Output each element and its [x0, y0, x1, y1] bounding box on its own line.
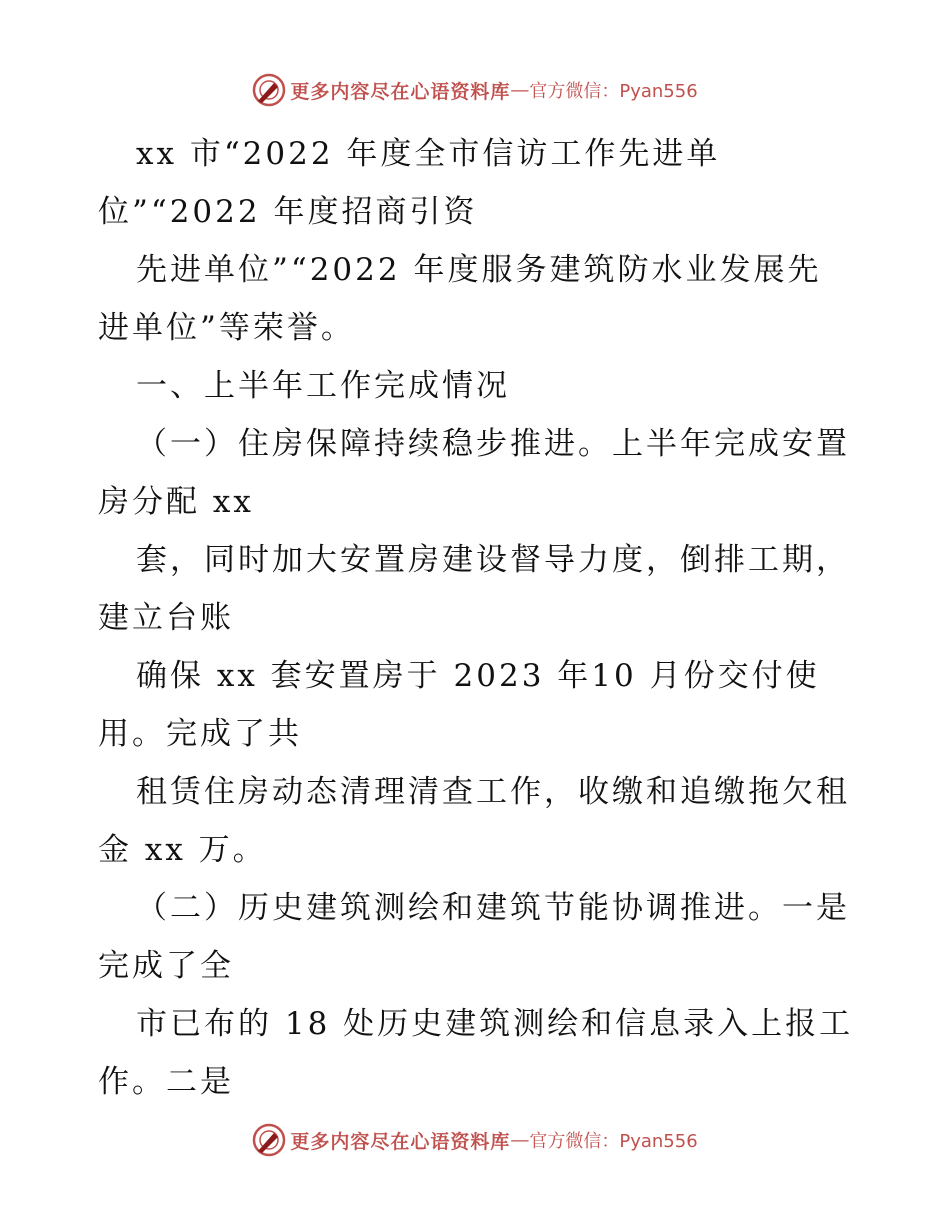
text-line: xx 市“2022 年度全市信访工作先进单: [136, 136, 721, 172]
text-line: 确保 xx 套安置房于 2023 年10 月份交付使: [136, 658, 820, 694]
section-heading: 一、上半年工作完成情况: [136, 368, 510, 404]
pen-logo-icon: [252, 73, 286, 107]
text-line: 进单位”等荣誉。: [98, 310, 355, 346]
text-line: 作。二是: [98, 1064, 234, 1100]
watermark-separator: —: [510, 1129, 530, 1151]
watermark-wechat: 官方微信：Pyan556: [529, 81, 698, 102]
watermark-text: 更多内容尽在心语资料库: [290, 1130, 511, 1153]
text-line: 房分配 xx: [98, 484, 254, 520]
text-line: （二）历史建筑测绘和建筑节能协调推进。一是: [136, 890, 850, 926]
footer-watermark: [0, 1120, 950, 1160]
text-line: 建立台账: [98, 600, 234, 636]
document-body: [98, 125, 858, 1111]
text-line: 先进单位”“2022 年度服务建筑防水业发展先: [136, 252, 822, 288]
watermark-separator: —: [510, 79, 530, 101]
text-line: （一）住房保障持续稳步推进。上半年完成安置: [136, 426, 850, 462]
text-line: 租赁住房动态清理清查工作，收缴和追缴拖欠租: [136, 774, 850, 810]
watermark-wechat: 官方微信：Pyan556: [529, 1131, 698, 1152]
watermark-text: 更多内容尽在心语资料库: [290, 80, 511, 103]
text-line: 金 xx 万。: [98, 832, 267, 868]
text-line: 位”“2022 年度招商引资: [98, 194, 478, 230]
text-line: 用。完成了共: [98, 716, 302, 752]
text-line: 套，同时加大安置房建设督导力度，倒排工期，: [136, 542, 850, 578]
header-watermark: [0, 70, 950, 110]
pen-logo-icon: [252, 1123, 286, 1157]
text-line: 完成了全: [98, 948, 234, 984]
text-line: 市已布的 18 处历史建筑测绘和信息录入上报工: [136, 1006, 854, 1042]
